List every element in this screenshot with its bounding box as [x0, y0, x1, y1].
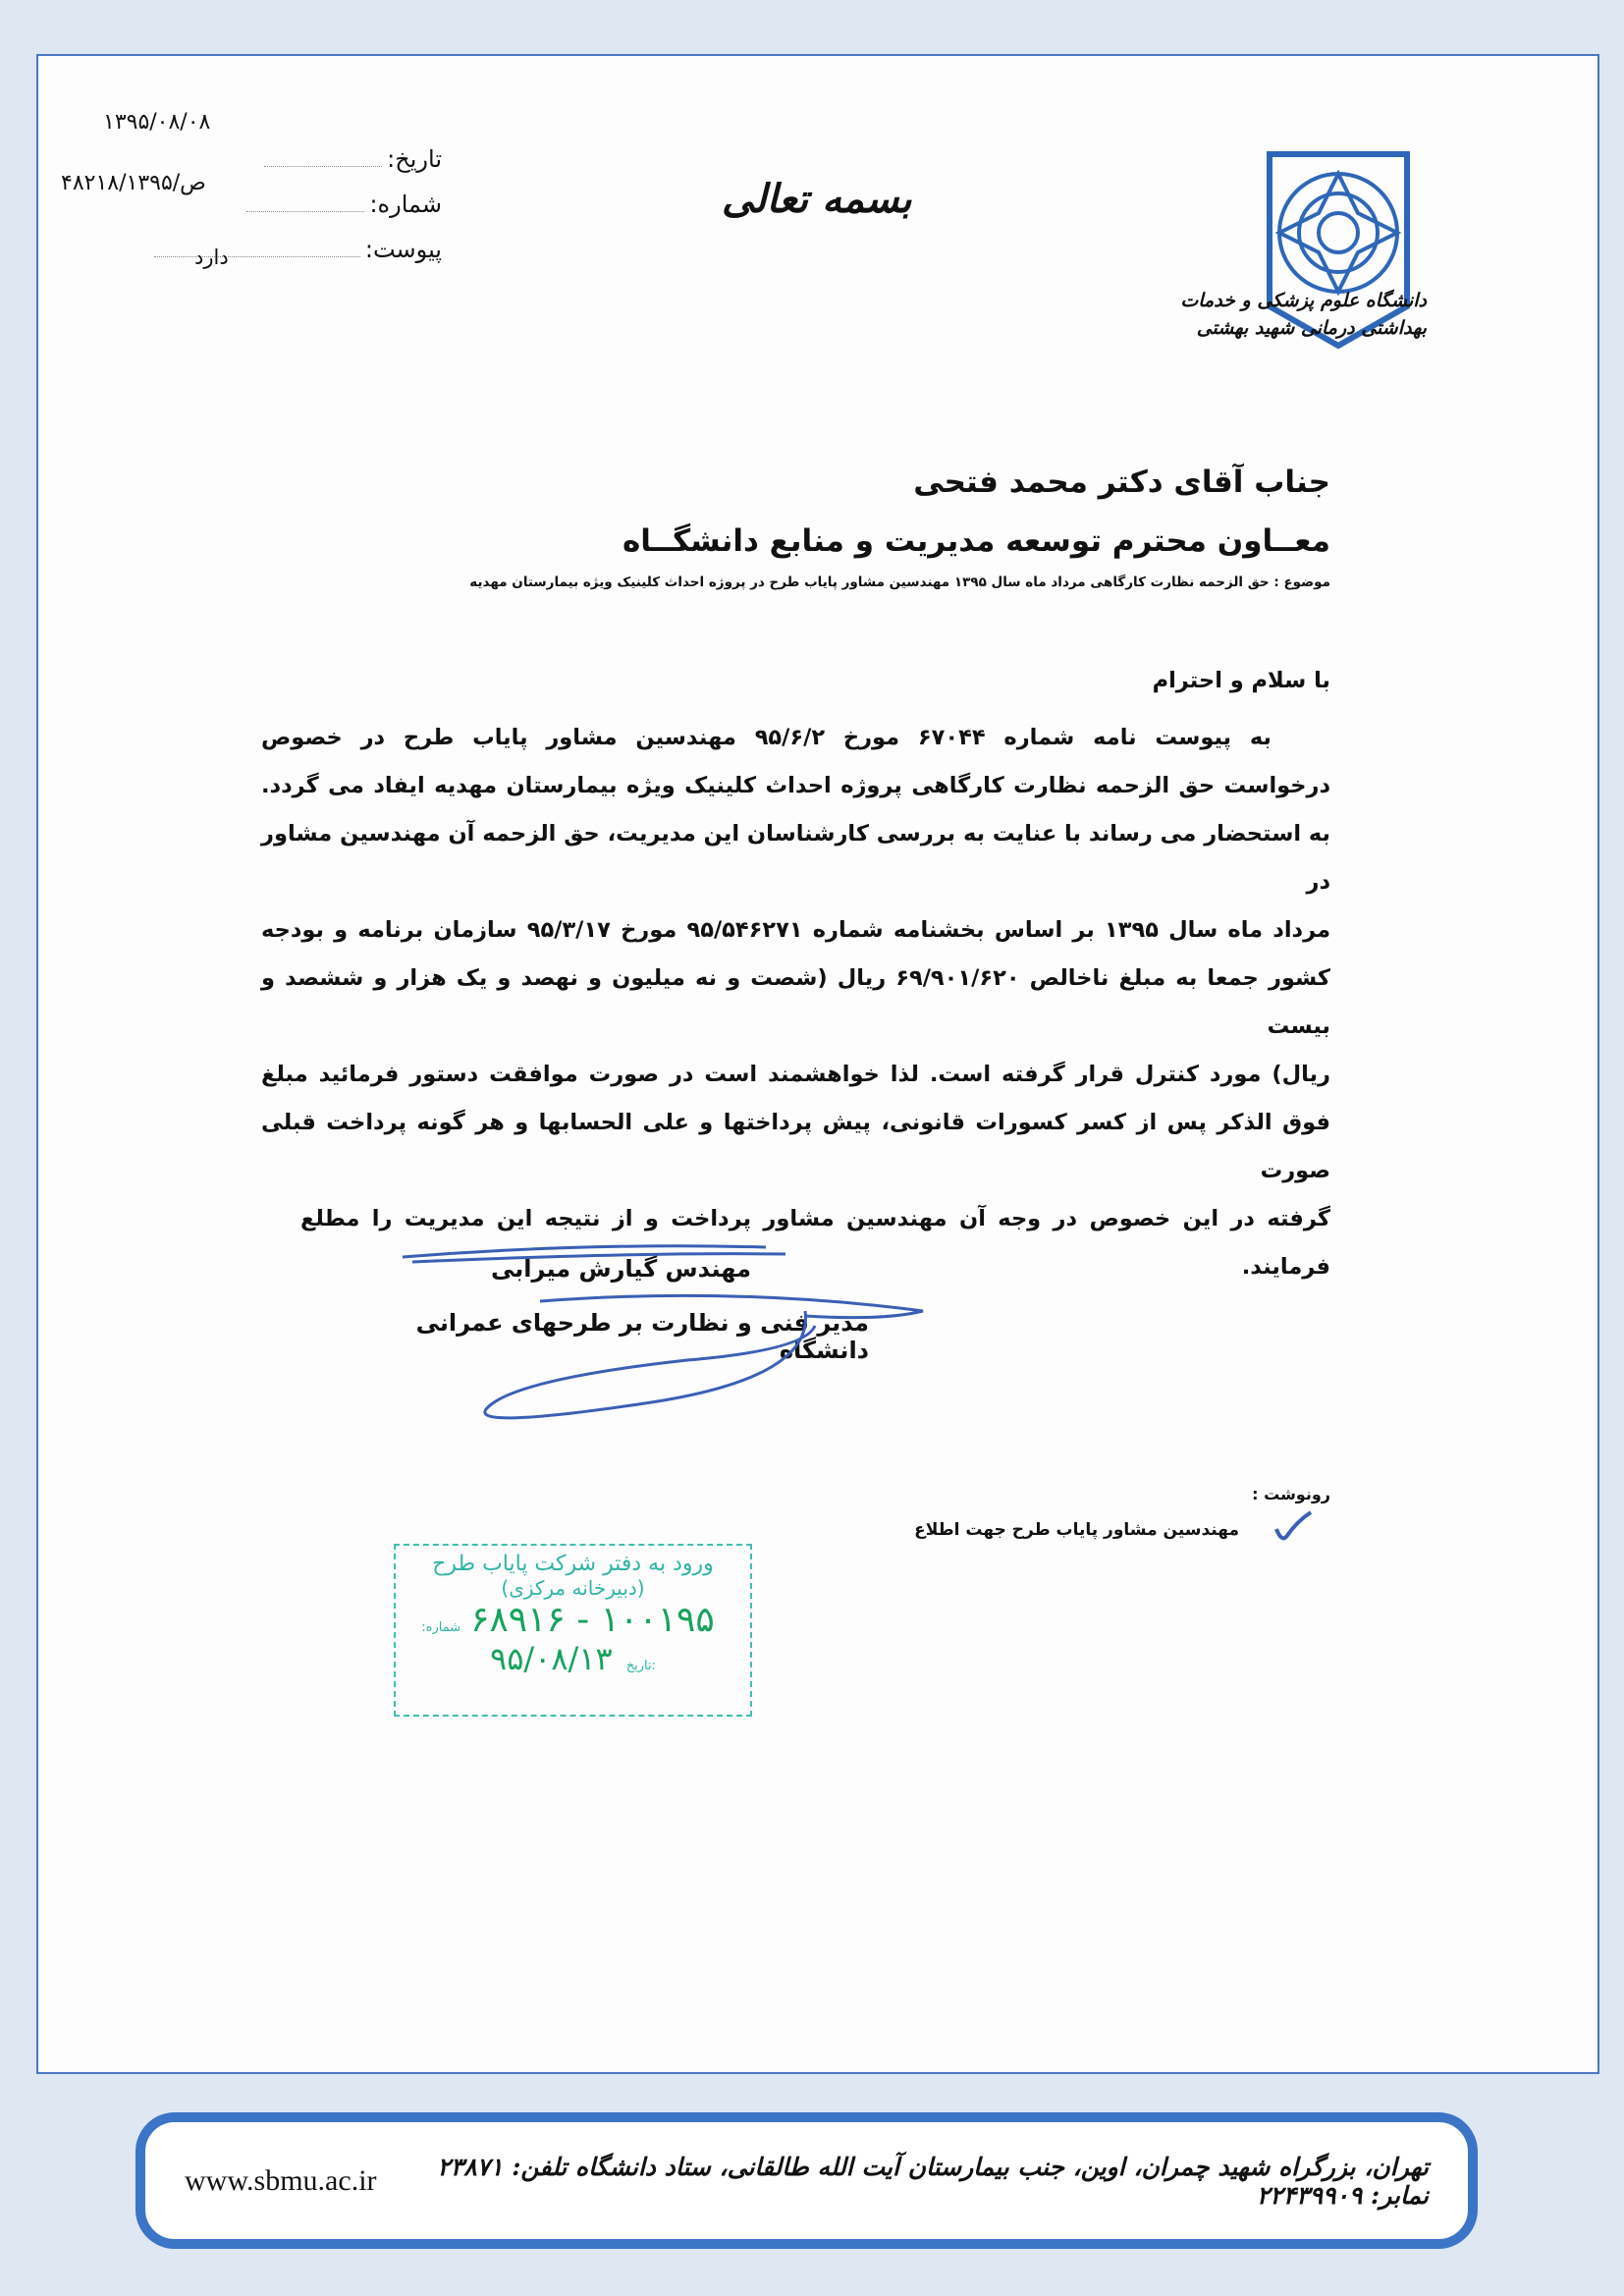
footer-website[interactable]: www.sbmu.ac.ir: [185, 2163, 377, 2197]
number-value: ۴۸۲۱۸/ص/۱۳۹۵: [61, 171, 206, 195]
stamp-number: ۱۰۰۱۹۵ - ۶۸۹۱۶: [470, 1600, 715, 1640]
logo-text: دانشگاه علوم پزشکی و خدمات بهداشتی درمانی شهید بهشتی: [1180, 290, 1427, 339]
cc-label: رونوشت :: [1252, 1485, 1330, 1503]
date-value: ۱۳۹۵/۰۸/۰۸: [103, 110, 211, 135]
body-line: کشور جمعا به مبلغ ناخالص ۶۹/۹۰۱/۶۲۰ ریال (شصت و نه میلیون و نهصد و یک هزار و ششصد و بیست: [261, 965, 1331, 1039]
recipient-position: معــاون محترم توسعه مدیریت و منابع دانشگــاه: [623, 523, 1330, 559]
university-logo: [1162, 139, 1427, 400]
body-line: درخواست حق الزحمه نظارت کارگاهی پروژه احداث کلینیک ویژه بیمارستان مهدیه ایفاد می گردد.: [261, 773, 1330, 798]
body-line: مرداد ماه سال ۱۳۹۵ بر اساس بخشنامه شماره ۹۵/۵۴۶۲۷۱ مورخ ۹۵/۳/۱۷ سازمان برنامه و بودجه: [261, 917, 1331, 943]
stamp-line1: ورود به دفتر شرکت پایاب طرح: [432, 1552, 714, 1576]
body-line: ریال) مورد کنترل قرار گرفته است. لذا خواهشمند است در صورت موافقت دستور فرمائید مبلغ: [261, 1062, 1330, 1087]
date-label: تاریخ:: [387, 145, 442, 173]
number-field: [236, 191, 442, 218]
body-line: به استحضار می رساند با عنایت به بررسی کارشناسان این مدیریت، حق الزحمه آن مهندسین مشاور در: [261, 821, 1330, 895]
attachment-dots: [154, 256, 360, 257]
attachment-field: [137, 236, 442, 263]
signer-name: مهندس گیارش میرابی: [491, 1255, 751, 1283]
letterhead-footer: [135, 2112, 1478, 2249]
attachment-value: دارد: [194, 246, 229, 269]
receipt-stamp: [394, 1544, 752, 1717]
body-line: به پیوست نامه شماره ۶۷۰۴۴ مورخ ۹۵/۶/۲ مهندسین مشاور پایاب طرح در خصوص: [261, 725, 1272, 750]
attachment-label: پیوست:: [364, 236, 442, 263]
stamp-number-label: شماره:: [421, 1620, 461, 1635]
signer-title: مدیر فنی و نظارت بر طرحهای عمرانی دانشگاه: [415, 1309, 869, 1364]
bismillah: بسمه تعالی: [722, 177, 912, 222]
handwritten-signature-icon: [393, 1232, 943, 1439]
stamp-date: ۹۵/۰۸/۱۳: [490, 1640, 613, 1677]
logo-emblem-icon: [1162, 139, 1427, 400]
number-dots: [246, 211, 364, 212]
checkmark-icon: [1272, 1507, 1316, 1547]
subject-line: موضوع : حق الزحمه نظارت کارگاهی مرداد ماه سال ۱۳۹۵ مهندسین مشاور پایاب طرح در پروژه احداث کلینیک ویژه بیمارستان مهدیه: [469, 574, 1330, 590]
stamp-line2: (دبیرخانه مرکزی): [501, 1576, 645, 1600]
greeting: با سلام و احترام: [1152, 668, 1330, 693]
cc-line: مهندسین مشاور پایاب طرح جهت اطلاع: [914, 1520, 1239, 1540]
number-label: شماره:: [369, 191, 442, 218]
footer-address: تهران، بزرگراه شهید چمران، اوین، جنب بیمارستان آیت الله طالقانی، ستاد دانشگاه تلفن: ۲۳۸۷۱ نمابر: ۲۲۴۳۹۹۰۹: [437, 2152, 1429, 2210]
letter-body: [261, 714, 1330, 1291]
stamp-date-label: تاریخ:: [625, 1659, 656, 1673]
date-field: [236, 145, 442, 173]
date-dots: [264, 166, 382, 167]
body-line: فوق الذکر پس از کسر کسورات قانونی، پیش پرداختها و علی الحسابها و هر گونه پرداخت قبلی صورت: [261, 1110, 1330, 1183]
recipient-name: جناب آقای دکتر محمد فتحی: [913, 465, 1330, 500]
body-line: گرفته در این خصوص در وجه آن مهندسین مشاور پرداخت و از نتیجه این مدیریت را مطلع فرمایند.: [300, 1206, 1330, 1280]
